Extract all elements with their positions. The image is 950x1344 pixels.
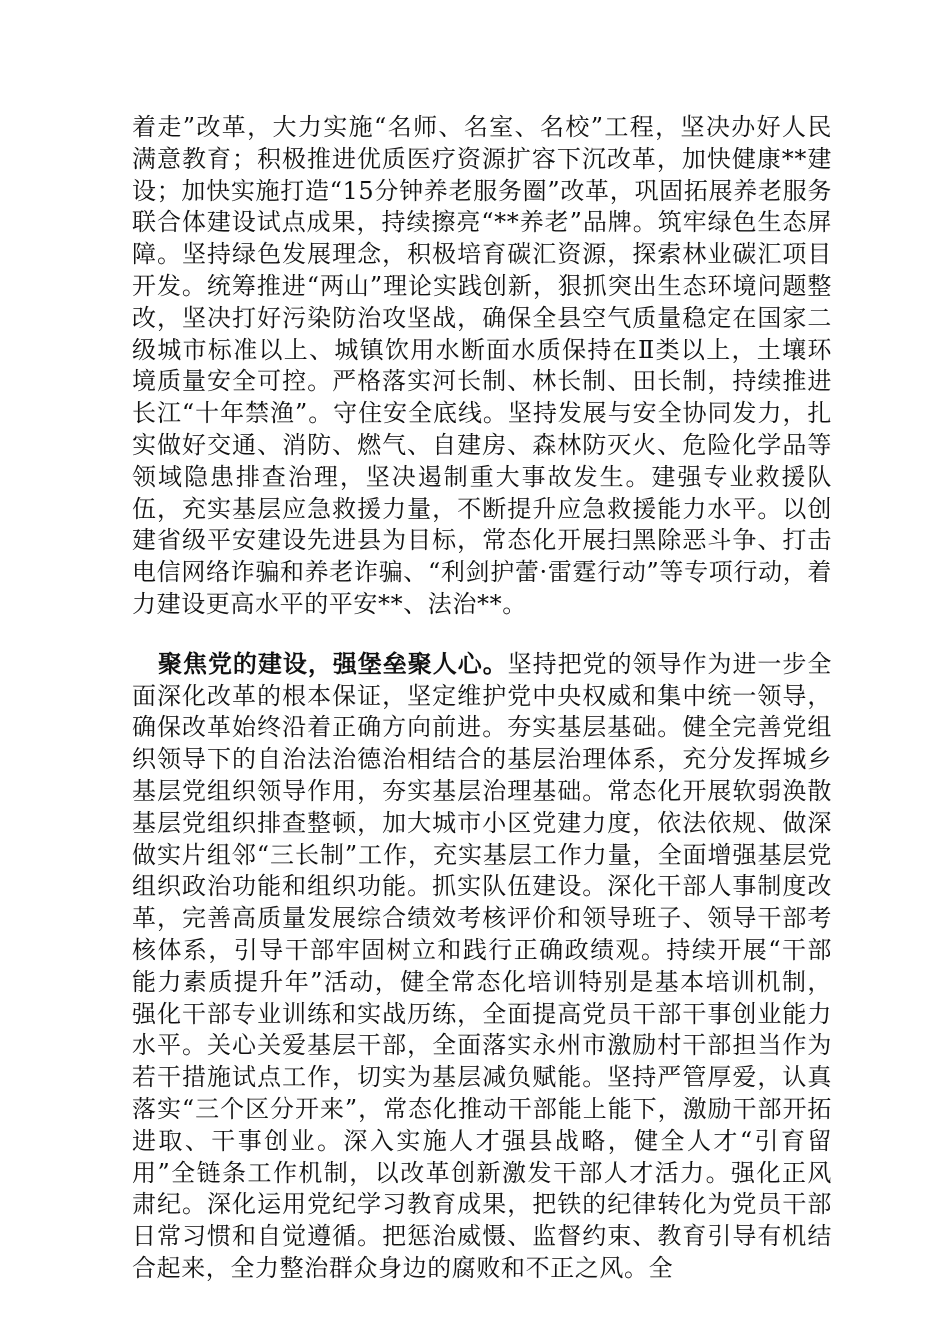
section-lead-heading: 聚焦党的建设，强堡垒聚人心。 (158, 648, 508, 678)
paragraph-party-building (132, 648, 832, 1285)
document-body (132, 112, 832, 1285)
paragraph-continued: 着走”改革，大力实施“名师、名室、名校”工程，坚决办好人民满意教育；积极推进优质医疗资源扩容下沉改革，加快健康**建设；加快实施打造“15分钟养老服务圈”改革，巩固拓展养老服务联合体建设试点成果，持续擦亮“**养老”品牌。筑牢绿色生态屏障。坚持绿色发展理念，积极培育碳汇资源，探索林业碳汇项目开发。统筹推进“两山”理论实践创新，狠抓突出生态环境问题整改，坚决打好污染防治攻坚战，确保全县空气质量稳定在国家二级城市标准以上、城镇饮用水断面水质保持在Ⅱ类以上，土壤环境质量安全可控。严格落实河长制、林长制、田长制，持续推进长江“十年禁渔”。守住安全底线。坚持发展与安全协同发力，扎实做好交通、消防、燃气、自建房、森林防灭火、危险化学品等领域隐患排查治理，坚决遏制重大事故发生。建强专业救援队伍，充实基层应急救援力量，不断提升应急救援能力水平。以创建省级平安建设先进县为目标，常态化开展扫黑除恶斗争、打击电信网络诈骗和养老诈骗、“利剑护蕾·雷霆行动”等专项行动，着力建设更高水平的平安**、法治**。 (132, 113, 832, 618)
paragraph-body-text: 坚持把党的领导作为进一步全面深化改革的根本保证，坚定维护党中央权威和集中统一领导，确保改革始终沿着正确方向前进。夯实基层基础。健全完善党组织领导下的自治法治德治相结合的基层治理体系，充分发挥城乡基层党组织领导作用，夯实基层治理基础。常态化开展软弱涣散基层党组织排查整顿，加大城市小区党建力度，依法依规、做深做实片组邻“三长制”工作，充实基层工作力量，全面增强基层党组织政治功能和组织功能。抓实队伍建设。深化干部人事制度改革，完善高质量发展综合绩效考核评价和领导班子、领导干部考核体系，引导干部牢固树立和践行正确政绩观。持续开展“干部能力素质提升年”活动，健全常态化培训特别是基本培训机制，强化干部专业训练和实战历练，全面提高党员干部干事创业能力水平。关心关爱基层干部，全面落实永州市激励村干部担当作为若干措施试点工作，切实为基层减负赋能。坚持严管厚爱，认真落实“三个区分开来”，常态化推动干部能上能下，激励干部开拓进取、干事创业。深入实施人才强县战略，健全人才“引育留用”全链条工作机制，以改革创新激发干部人才活力。强化正风肃纪。深化运用党纪学习教育成果，把铁的纪律转化为党员干部日常习惯和自觉遵循。把惩治威慑、监督约束、教育引导有机结合起来，全力整治群众身边的腐败和不正之风。全 (132, 649, 832, 1282)
